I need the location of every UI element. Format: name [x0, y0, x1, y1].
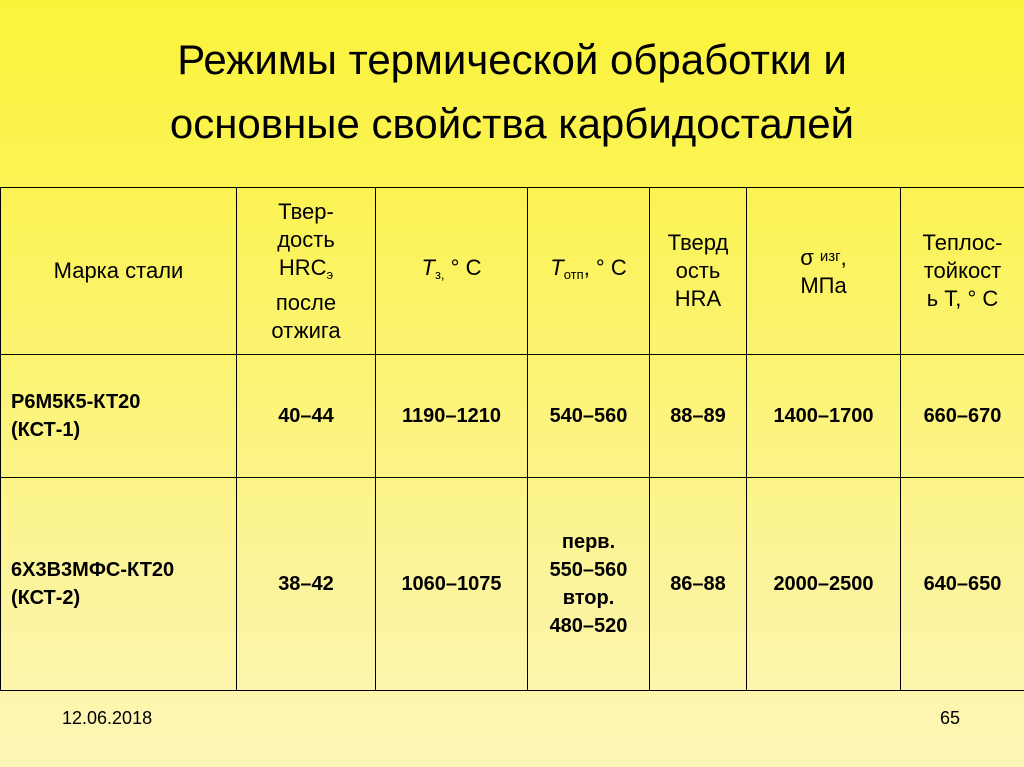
cell-t-temper: [528, 355, 650, 478]
header-hardness-annealed-line-1: Твер-: [278, 198, 334, 224]
header-sigma-unit: МПа: [800, 272, 847, 298]
t-temper-first-label: перв.: [561, 531, 616, 553]
cell-grade: [1, 355, 237, 478]
header-sigma-line-1: [749, 243, 898, 272]
header-grade: [1, 188, 237, 355]
header-t-quench-subscript: з,: [434, 266, 445, 282]
header-sigma: [747, 188, 901, 355]
slide-title-line-2: основные свойства карбидосталей: [169, 100, 855, 147]
header-heat-resistance-line-2: тойкост: [923, 258, 1002, 283]
header-hrc-label: HRC: [278, 254, 327, 280]
header-hardness-hra-line-3: HRA: [674, 286, 722, 311]
header-heat-resistance-line-3: ь Т, ° С: [926, 286, 999, 311]
header-grade-label: Марка стали: [53, 258, 184, 283]
header-hardness-annealed: [237, 188, 376, 355]
header-heat-resistance: [901, 188, 1024, 355]
header-hardness-annealed-line-4: после: [275, 289, 337, 315]
header-hardness-hra-line-2: ость: [675, 258, 721, 283]
cell-sigma: 1400–1700: [747, 355, 901, 478]
cell-hardness-annealed: 40–44: [237, 355, 376, 478]
footer-date: 12.06.2018: [62, 708, 153, 728]
cell-t-temper: [528, 478, 650, 691]
header-t-quench: [376, 188, 528, 355]
cell-t-quench: 1060–1075: [376, 478, 528, 691]
header-hardness-hra-line-1: Тверд: [667, 230, 729, 255]
cell-heat-resistance: 660–670: [901, 355, 1024, 478]
header-hardness-hra: [650, 188, 747, 355]
grade-alias: (КСТ-2): [11, 587, 81, 609]
cell-hardness-hra: 88–89: [650, 355, 747, 478]
header-t-temper-symbol: T: [550, 254, 564, 280]
header-heat-resistance-line-1: Теплос-: [922, 230, 1003, 255]
cell-sigma: 2000–2500: [747, 478, 901, 691]
t-temper-value: 540–560: [549, 405, 628, 427]
slide-number: 65: [940, 708, 961, 728]
header-hardness-annealed-line-3: [239, 254, 373, 289]
steel-properties-table: [0, 187, 1024, 691]
header-hardness-annealed-line-5: отжига: [271, 317, 341, 343]
header-sigma-separator: ,: [840, 244, 847, 270]
table-row: [1, 478, 1024, 691]
table-header-row: [1, 188, 1024, 355]
slide-title-line-1: Режимы термической обработки и: [177, 36, 847, 83]
header-sigma-symbol: σ: [800, 244, 814, 270]
t-temper-first-value: 550–560: [549, 559, 628, 581]
cell-grade: [1, 478, 237, 691]
cell-t-quench: 1190–1210: [376, 355, 528, 478]
header-t-quench-symbol: T: [421, 254, 435, 280]
cell-hardness-hra: 86–88: [650, 478, 747, 691]
header-hardness-annealed-line-2: дость: [277, 226, 335, 252]
grade-alias: (КСТ-1): [11, 419, 81, 441]
t-temper-second-value: 480–520: [549, 615, 628, 637]
header-t-temper-unit: , ° С: [583, 254, 627, 280]
header-t-temper-subscript: отп: [563, 266, 584, 282]
table-row: [1, 355, 1024, 478]
cell-hardness-annealed: 38–42: [237, 478, 376, 691]
header-t-temper: [528, 188, 650, 355]
header-hrc-subscript: э: [326, 266, 334, 282]
header-sigma-subscript: изг: [819, 247, 841, 265]
t-temper-second-label: втор.: [562, 587, 615, 609]
cell-heat-resistance: 640–650: [901, 478, 1024, 691]
grade-code: Р6М5К5-КТ20: [11, 391, 141, 413]
header-t-quench-unit: ° С: [444, 254, 482, 280]
grade-code: 6Х3В3МФС-КТ20: [11, 559, 175, 581]
slide-title: [0, 28, 1024, 156]
